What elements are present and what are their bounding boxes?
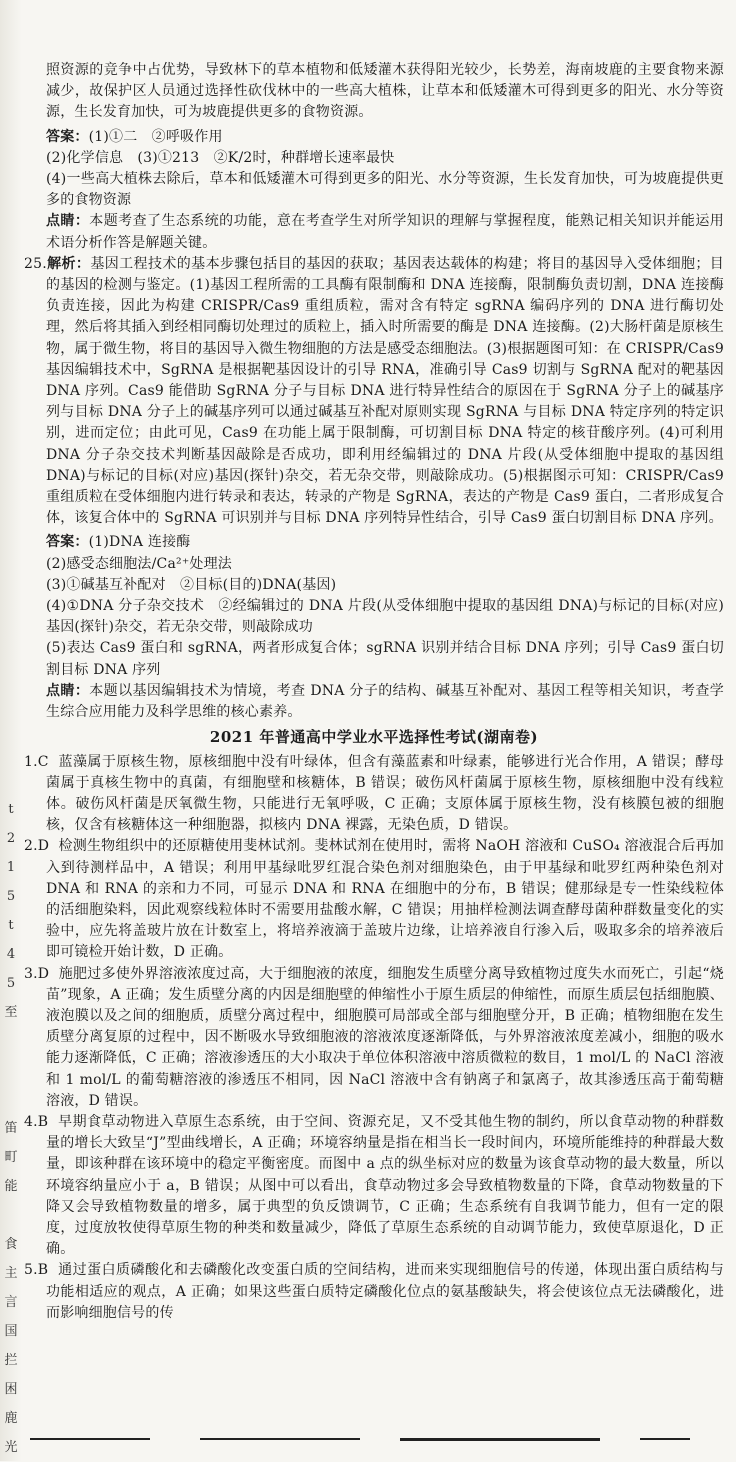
point-text-24: 本题考查了生态系统的功能，意在考查学生对所学知识的理解与掌握程度，能熟记相关知识并能运用术语分析作答是解题关键。 xyxy=(46,213,724,251)
list-item xyxy=(24,1260,724,1324)
item-text: 通过蛋白质磷酸化和去磷酸化改变蛋白质的空间结构，进而来实现细胞信号的传递，体现出蛋白质结构与功能相适应的观点，A 正确；如果这些蛋白质特定磷酸化位点的氨基酸缺失，将会使该位点无法磷酸化，进而影响细胞信号的传 xyxy=(46,1262,724,1321)
analysis-text-25: 基因工程技术的基本步骤包括目的基因的获取；基因表达载体的构建；将目的基因导入受体细胞；目的基因的检测与鉴定。(1)基因工程所需的工具酶有限制酶和 DNA 连接酶，限制酶负责切割，DNA 连接酶负责连接，因此为构建 CRISPR/Cas9 重组质粒，需对含有特定 sgRNA 编码序列的 DNA 进行酶切处理，然后将其插入到经相同酶切处理过的质粒上，插入时所需要的酶是 DNA 连接酶。(2)大肠杆菌是原核生物，属于微生物，将目的基因导入微生物细胞的方法是感受态细胞法。(3)根据题图可知：在 CRISPR/Cas9 基因编辑技术中，SgRNA 是根据靶基因设计的引导 RNA，准确引导 Cas9 切割与 SgRNA 配对的靶基因 DNA 序列。Cas9 能借助 SgRNA 分子与目标 DNA 进行特异性结合的原因在于 SgRNA 分子上的碱基序列与目标 DNA 分子上的碱基序列可以通过碱基互补配对原则实现 SgRNA 与目标 DNA 特定序列的特定识别，进而定位；由此可见，Cas9 在功能上属于限制酶，可切割目标 DNA 特定的核苷酸序列。(4)可利用 DNA 分子杂交技术判断基因敲除是否成功，即利用经编辑过的 DNA 片段(从受体细胞中提取的基因组 DNA)与标记的目标(对应)基因(探针)杂交，若无杂交带，则敲除成功。(5)根据图示可知：CRISPR/Cas9 重组质粒在受体细胞内进行转录和表达，转录的产物是 SgRNA，表达的产物是 Cas9 蛋白，二者形成复合体，该复合体中的 SgRNA 可识别并与目标 DNA 序列特异性结合，引导 Cas9 蛋白切割目标 DNA 序列。 xyxy=(46,255,724,527)
question-number: 25. xyxy=(24,255,47,272)
answer-column xyxy=(24,60,724,1324)
answer-25-3: (3)①碱基互补配对 ②目标(目的)DNA(基因) xyxy=(46,576,337,593)
section-title: 2021 年普通高中学业水平选择性考试(湖南卷) xyxy=(209,728,539,747)
answer-24-1: (1)①二 ②呼吸作用 xyxy=(88,128,223,145)
item-text: 检测生物组织中的还原糖使用斐林试剂。斐林试剂在使用时，需将 NaOH 溶液和 CuSO₄ 溶液混合后再加入到待测样品中，A 错误；利用甲基绿吡罗红混合染色剂对细胞染色，由于甲基绿和吡罗红两种染色剂对 DNA 和 RNA 的亲和力不同，可显示 DNA 和 RNA 在细胞中的分布，B 错误；健那绿是专一性染线粒体的活细胞染料，因此观察线粒体时不需要用盐酸水解，C 错误；用抽样检测法调查酵母菌种群数量变化的实验中，应先将盖玻片放在计数室上，将培养液滴于盖玻片边缘，让培养液自行渗入后，吸取多余的培养液后即可镜检开始计数，D 正确。 xyxy=(46,838,724,961)
answer-25-2: (2)感受态细胞法/Ca²⁺处理法 xyxy=(46,555,233,572)
continued-text: 照资源的竞争中占优势，导致林下的草本植物和低矮灌木获得阳光较少，长势差，海南坡鹿的主要食物来源减少，故保护区人员通过选择性砍伐林中的一些高大植株，让草本和低矮灌木可得到更多的阳光、水分等资源，生长发育加快，可为坡鹿提供更多的食物资源。 xyxy=(46,62,724,121)
answer-24-2: (2)化学信息 (3)①213 ②K/2时，种群增长速率最快 xyxy=(46,149,395,166)
item-number: 2.D xyxy=(24,838,50,855)
point-label: 点睛： xyxy=(46,682,90,699)
footer-rule xyxy=(400,1438,600,1441)
item-text: 施肥过多使外界溶液浓度过高，大于细胞液的浓度，细胞发生质壁分离导致植物过度失水而死亡，引起“烧苗”现象，A 正确；发生质壁分离的内因是细胞壁的伸缩性小于原生质层的伸缩性，而原生质层包括细胞膜、液泡膜以及之间的细胞质，质壁分离过程中，细胞膜可局部或全部与细胞壁分开，B 正确；植物细胞在发生质壁分离复原的过程中，因不断吸水导致细胞液的溶液浓度逐渐降低，与外界溶液浓度差减小，细胞的吸水能力逐渐降低，C 正确；溶液渗透压的大小取决于单位体积溶液中溶质微粒的数目，1 mol/L 的 NaCl 溶液和 1 mol/L 的葡萄糖溶液的渗透压不相同，因 NaCl 溶液中含有钠离子和氯离子，故其渗透压高于葡萄糖溶液，D 错误。 xyxy=(46,965,724,1109)
item-number: 1.C xyxy=(24,753,49,770)
page-gutter xyxy=(0,0,22,1461)
point-label: 点睛： xyxy=(46,213,90,230)
list-item xyxy=(24,752,724,837)
list-item xyxy=(24,1112,724,1260)
gutter-text: t 2 1 5 t 4 5 至 笛 町 能 食 主 言 国 拦 困 鹿 光 xyxy=(4,802,18,1455)
item-number: 3.D xyxy=(24,965,50,982)
footer-rule xyxy=(30,1438,150,1440)
item-number: 4.B xyxy=(24,1113,49,1130)
footer-rules xyxy=(30,1435,690,1443)
item-text: 早期食草动物进入草原生态系统，由于空间、资源充足，又不受其他生物的制约，所以食草动物的种群数量的增长大致呈“J”型曲线增长，A 正确；环境容纳量是指在相当长一段时间内，环境所能维持的种群最大数量，即该种群在该环境中的稳定平衡密度。而图中 a 点的纵坐标对应的数量为该食草动物的最大数量，所以环境容纳量应小于 a，B 错误；从图中可以看出，食草动物过多会导致植物数量的下降，食草动物数量的下降又会导致植物数量的增多，属于典型的负反馈调节，C 正确；生态系统有自我调节能力，但有一定的限度，过度放牧使得草原生物的种类和数量减少，降低了草原生态系统的自动调节能力，致使草原退化，D 正确。 xyxy=(46,1113,724,1258)
answer-label: 答案： xyxy=(46,128,89,145)
answer-25-4: (4)①DNA 分子杂交技术 ②经编辑过的 DNA 片段(从受体细胞中提取的基因组 DNA)与标记的目标(对应)基因(探针)杂交，若无杂交带，则敲除成功 xyxy=(46,598,724,636)
answer-block-24 xyxy=(24,127,724,148)
answer-label: 答案： xyxy=(46,534,89,551)
point-block-24 xyxy=(24,211,724,253)
list-item xyxy=(24,964,724,1112)
point-text-25: 本题以基因编辑技术为情境，考查 DNA 分子的结构、碱基互补配对、基因工程等相关知识，考查学生综合应用能力及科学思维的核心素养。 xyxy=(46,682,724,721)
answer-24-4: (4)一些高大植株去除后，草本和低矮灌木可得到更多的阳光、水分等资源，生长发育加快，可为坡鹿提供更多的食物资源 xyxy=(46,171,724,209)
item-number: 5.B xyxy=(24,1262,49,1279)
list-item xyxy=(24,836,724,963)
analysis-label: 解析： xyxy=(46,255,91,272)
answer-block-25 xyxy=(24,532,724,553)
answer-25-5: (5)表达 Cas9 蛋白和 sgRNA，两者形成复合体；sgRNA 识别并结合目标 DNA 序列；引导 Cas9 蛋白切割目标 DNA 序列 xyxy=(46,640,724,678)
answer-25-1: (1)DNA 连接酶 xyxy=(88,534,191,551)
analysis-block-25 xyxy=(24,254,724,530)
point-block-25 xyxy=(24,681,724,723)
footer-rule xyxy=(640,1438,690,1440)
footer-rule xyxy=(200,1438,360,1440)
item-text: 蓝藻属于原核生物，原核细胞中没有叶绿体，但含有藻蓝素和叶绿素，能够进行光合作用，A 错误；酵母菌属于真核生物中的真菌，有细胞壁和核糖体，B 错误；破伤风杆菌属于原核生物，原核细胞中没有线粒体。破伤风杆菌是厌氧微生物，只能进行无氧呼吸，C 正确；支原体属于原核生物，没有核膜包被的细胞核，仅含有核糖体这一种细胞器，拟核内 DNA 裸露，无染色质，D 错误。 xyxy=(46,753,724,834)
